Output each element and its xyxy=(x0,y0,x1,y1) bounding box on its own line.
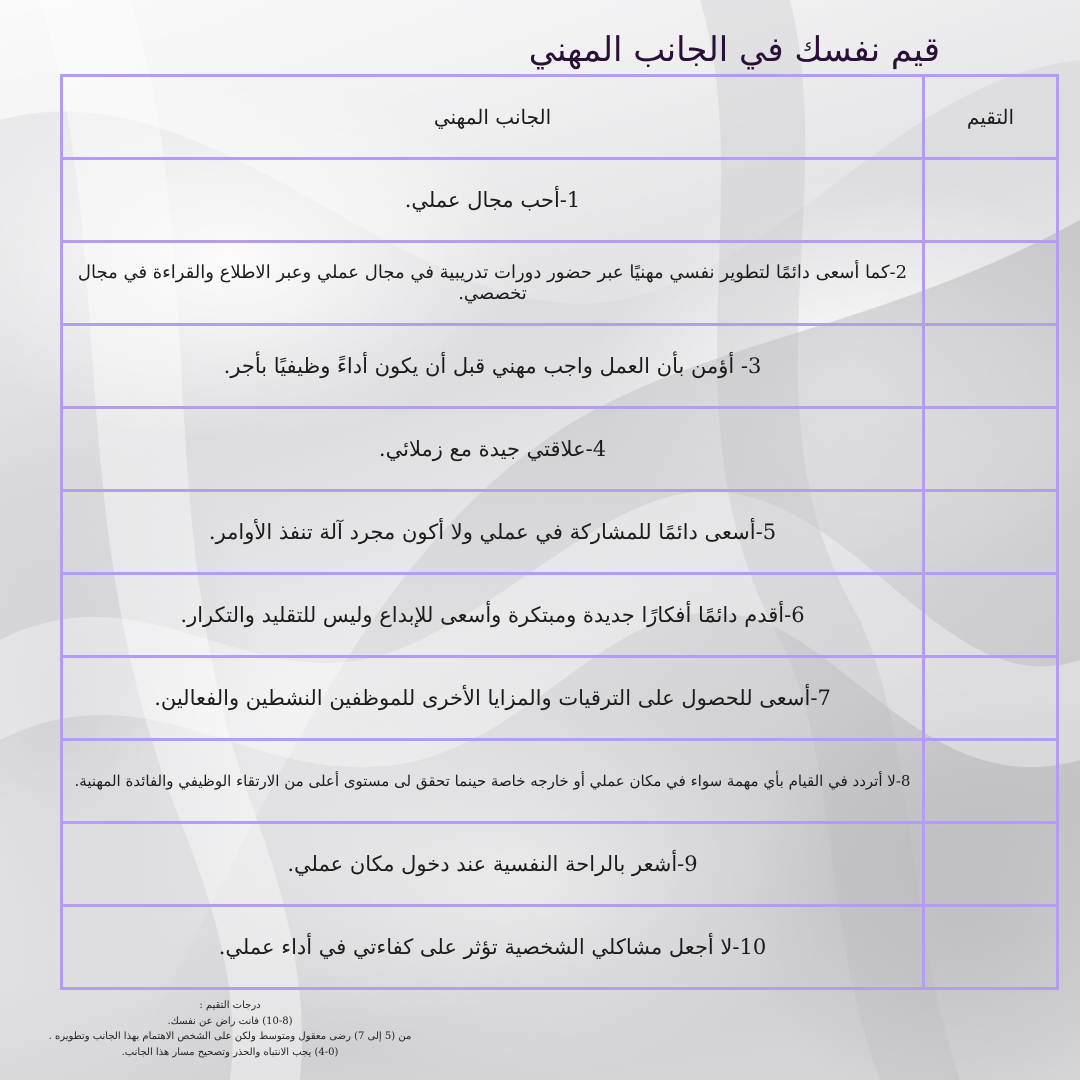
legend-heading: درجات التقيم : xyxy=(199,1000,261,1011)
statement-cell: 10-لا أجعل مشاكلي الشخصية تؤثر على كفاءتي في أداء عملي. xyxy=(62,906,924,989)
rating-column-header: التقيم xyxy=(924,76,1058,159)
rating-cell[interactable] xyxy=(924,740,1058,823)
rating-cell[interactable] xyxy=(924,906,1058,989)
rating-cell[interactable] xyxy=(924,159,1058,242)
table-row xyxy=(62,574,1058,657)
table-row xyxy=(62,408,1058,491)
table-row xyxy=(62,906,1058,989)
aspect-column-header: الجانب المهني xyxy=(62,76,924,159)
rating-cell[interactable] xyxy=(924,491,1058,574)
table-header-row xyxy=(62,76,1058,159)
rating-legend xyxy=(30,998,430,1060)
statement-cell: 7-أسعى للحصول على الترقيات والمزايا الأخرى للموظفين النشطين والفعالين. xyxy=(62,657,924,740)
statement-cell: 5-أسعى دائمًا للمشاركة في عملي ولا أكون مجرد آلة تنفذ الأوامر. xyxy=(62,491,924,574)
table-row xyxy=(62,325,1058,408)
statement-cell: 9-أشعر بالراحة النفسية عند دخول مكان عملي. xyxy=(62,823,924,906)
legend-line: (10-8) فانت راض عن نفسك. xyxy=(167,1015,293,1027)
rating-cell[interactable] xyxy=(924,325,1058,408)
statement-cell: 6-أقدم دائمًا أفكارًا جديدة ومبتكرة وأسعى للإبداع وليس للتقليد والتكرار. xyxy=(62,574,924,657)
rating-cell[interactable] xyxy=(924,657,1058,740)
table-row xyxy=(62,159,1058,242)
table-row xyxy=(62,740,1058,823)
table-row xyxy=(62,823,1058,906)
statement-cell: 4-علاقتي جيدة مع زملائي. xyxy=(62,408,924,491)
rating-cell[interactable] xyxy=(924,823,1058,906)
statement-cell: 3- أؤمن بأن العمل واجب مهني قبل أن يكون أداءً وظيفيًا بأجر. xyxy=(62,325,924,408)
table-row xyxy=(62,657,1058,740)
self-evaluation-table xyxy=(60,74,1059,990)
page-title: قيم نفسك في الجانب المهني xyxy=(528,30,940,70)
rating-cell[interactable] xyxy=(924,242,1058,325)
legend-line: (4-0) يجب الانتباه والحذر وتصحيح مسار هذا الجانب. xyxy=(121,1046,339,1058)
statement-cell: 1-أحب مجال عملي. xyxy=(62,159,924,242)
rating-cell[interactable] xyxy=(924,408,1058,491)
statement-cell: 2-كما أسعى دائمًا لتطوير نفسي مهنيًا عبر حضور دورات تدريبية في مجال عملي وعبر الاطلاع والقراءة في مجال تخصصي. xyxy=(62,242,924,325)
rating-cell[interactable] xyxy=(924,574,1058,657)
legend-line: من (5 إلى 7) رضى معقول ومتوسط ولكن على الشخص الاهتمام بهذا الجانب وتطويره . xyxy=(48,1031,412,1042)
table-row xyxy=(62,242,1058,325)
statement-cell: 8-لا أتردد في القيام بأي مهمة سواء في مكان عملي أو خارجه خاصة حينما تحقق لى مستوى أعلى من الارتقاء الوظيفي والفائدة المهنية. xyxy=(62,740,924,823)
table-row xyxy=(62,491,1058,574)
